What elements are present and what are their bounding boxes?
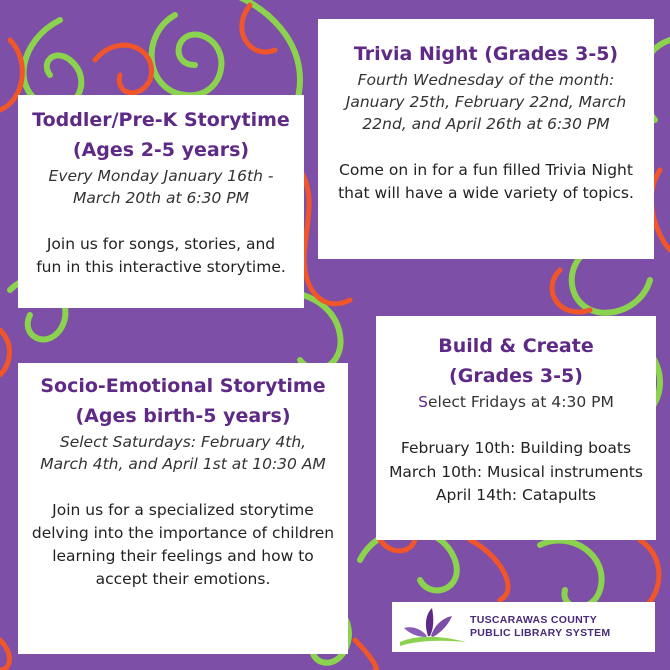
socio-desc-line2: delving into the importance of children (31, 524, 335, 542)
build-create-card (376, 316, 656, 540)
socio-title-line2: (Ages birth-5 years) (75, 405, 291, 427)
trivia-desc-line2: that will have a wide variety of topics. (338, 184, 634, 202)
build-date-item: April 14th: Catapults (435, 486, 597, 504)
build-title-line1: Build & Create (438, 335, 594, 357)
toddler-schedule-line1: Every Monday January 16th - (48, 167, 274, 185)
green-swirl (152, 15, 222, 95)
socio-emotional-card (18, 363, 348, 654)
library-leaf-logo-icon (398, 606, 468, 648)
build-title-line2: (Grades 3-5) (449, 365, 583, 387)
socio-desc-line1: Join us for a specialized storytime (52, 501, 314, 519)
build-date-item: February 10th: Building boats (400, 439, 632, 457)
build-schedule (376, 391, 656, 413)
library-logo (392, 602, 655, 652)
orange-swirl (640, 540, 659, 610)
orange-swirl (0, 640, 9, 670)
toddler-schedule-line2: March 20th at 6:30 PM (72, 189, 250, 207)
toddler-title-line1: Toddler/Pre-K Storytime (32, 109, 290, 131)
toddler-desc-line1: Join us for songs, stories, and (46, 235, 276, 253)
trivia-schedule-line1: Fourth Wednesday of the month: (357, 71, 615, 89)
build-date-item: March 10th: Musical instruments (389, 462, 643, 481)
socio-title-line1: Socio-Emotional Storytime (40, 375, 326, 397)
trivia-schedule-line2: January 25th, February 22nd, March (345, 93, 627, 111)
toddler-title-line2: (Ages 2-5 years) (72, 139, 250, 161)
socio-desc-line3: learning their feelings and how to (52, 547, 314, 565)
trivia-schedule-line3: 22nd, and April 26th at 6:30 PM (362, 115, 610, 133)
socio-schedule-line1: Select Saturdays: February 4th, (59, 433, 307, 451)
socio-schedule-line2: March 4th, and April 1st at 10:30 AM (40, 455, 326, 473)
logo-line2: PUBLIC LIBRARY SYSTEM (470, 627, 611, 639)
orange-swirl (651, 170, 670, 250)
toddler-storytime-card (18, 95, 304, 308)
orange-swirl (355, 640, 376, 670)
orange-swirl (0, 330, 9, 375)
trivia-desc-line1: Come on in for a fun filled Trivia Night (339, 161, 633, 179)
green-swirl (540, 541, 602, 607)
socio-desc-line4: accept their emotions. (95, 570, 271, 588)
orange-swirl (242, 5, 275, 52)
toddler-desc-line2: fun in this interactive storytime. (36, 258, 286, 276)
trivia-title: Trivia Night (Grades 3-5) (353, 43, 619, 65)
build-schedule-rest: elect Fridays at 4:30 PM (428, 393, 614, 411)
orange-swirl (95, 45, 152, 93)
orange-swirl (470, 540, 508, 600)
trivia-night-card (318, 19, 654, 259)
build-schedule-first-letter: S (418, 393, 428, 411)
logo-line1: TUSCARAWAS COUNTY (470, 614, 598, 626)
